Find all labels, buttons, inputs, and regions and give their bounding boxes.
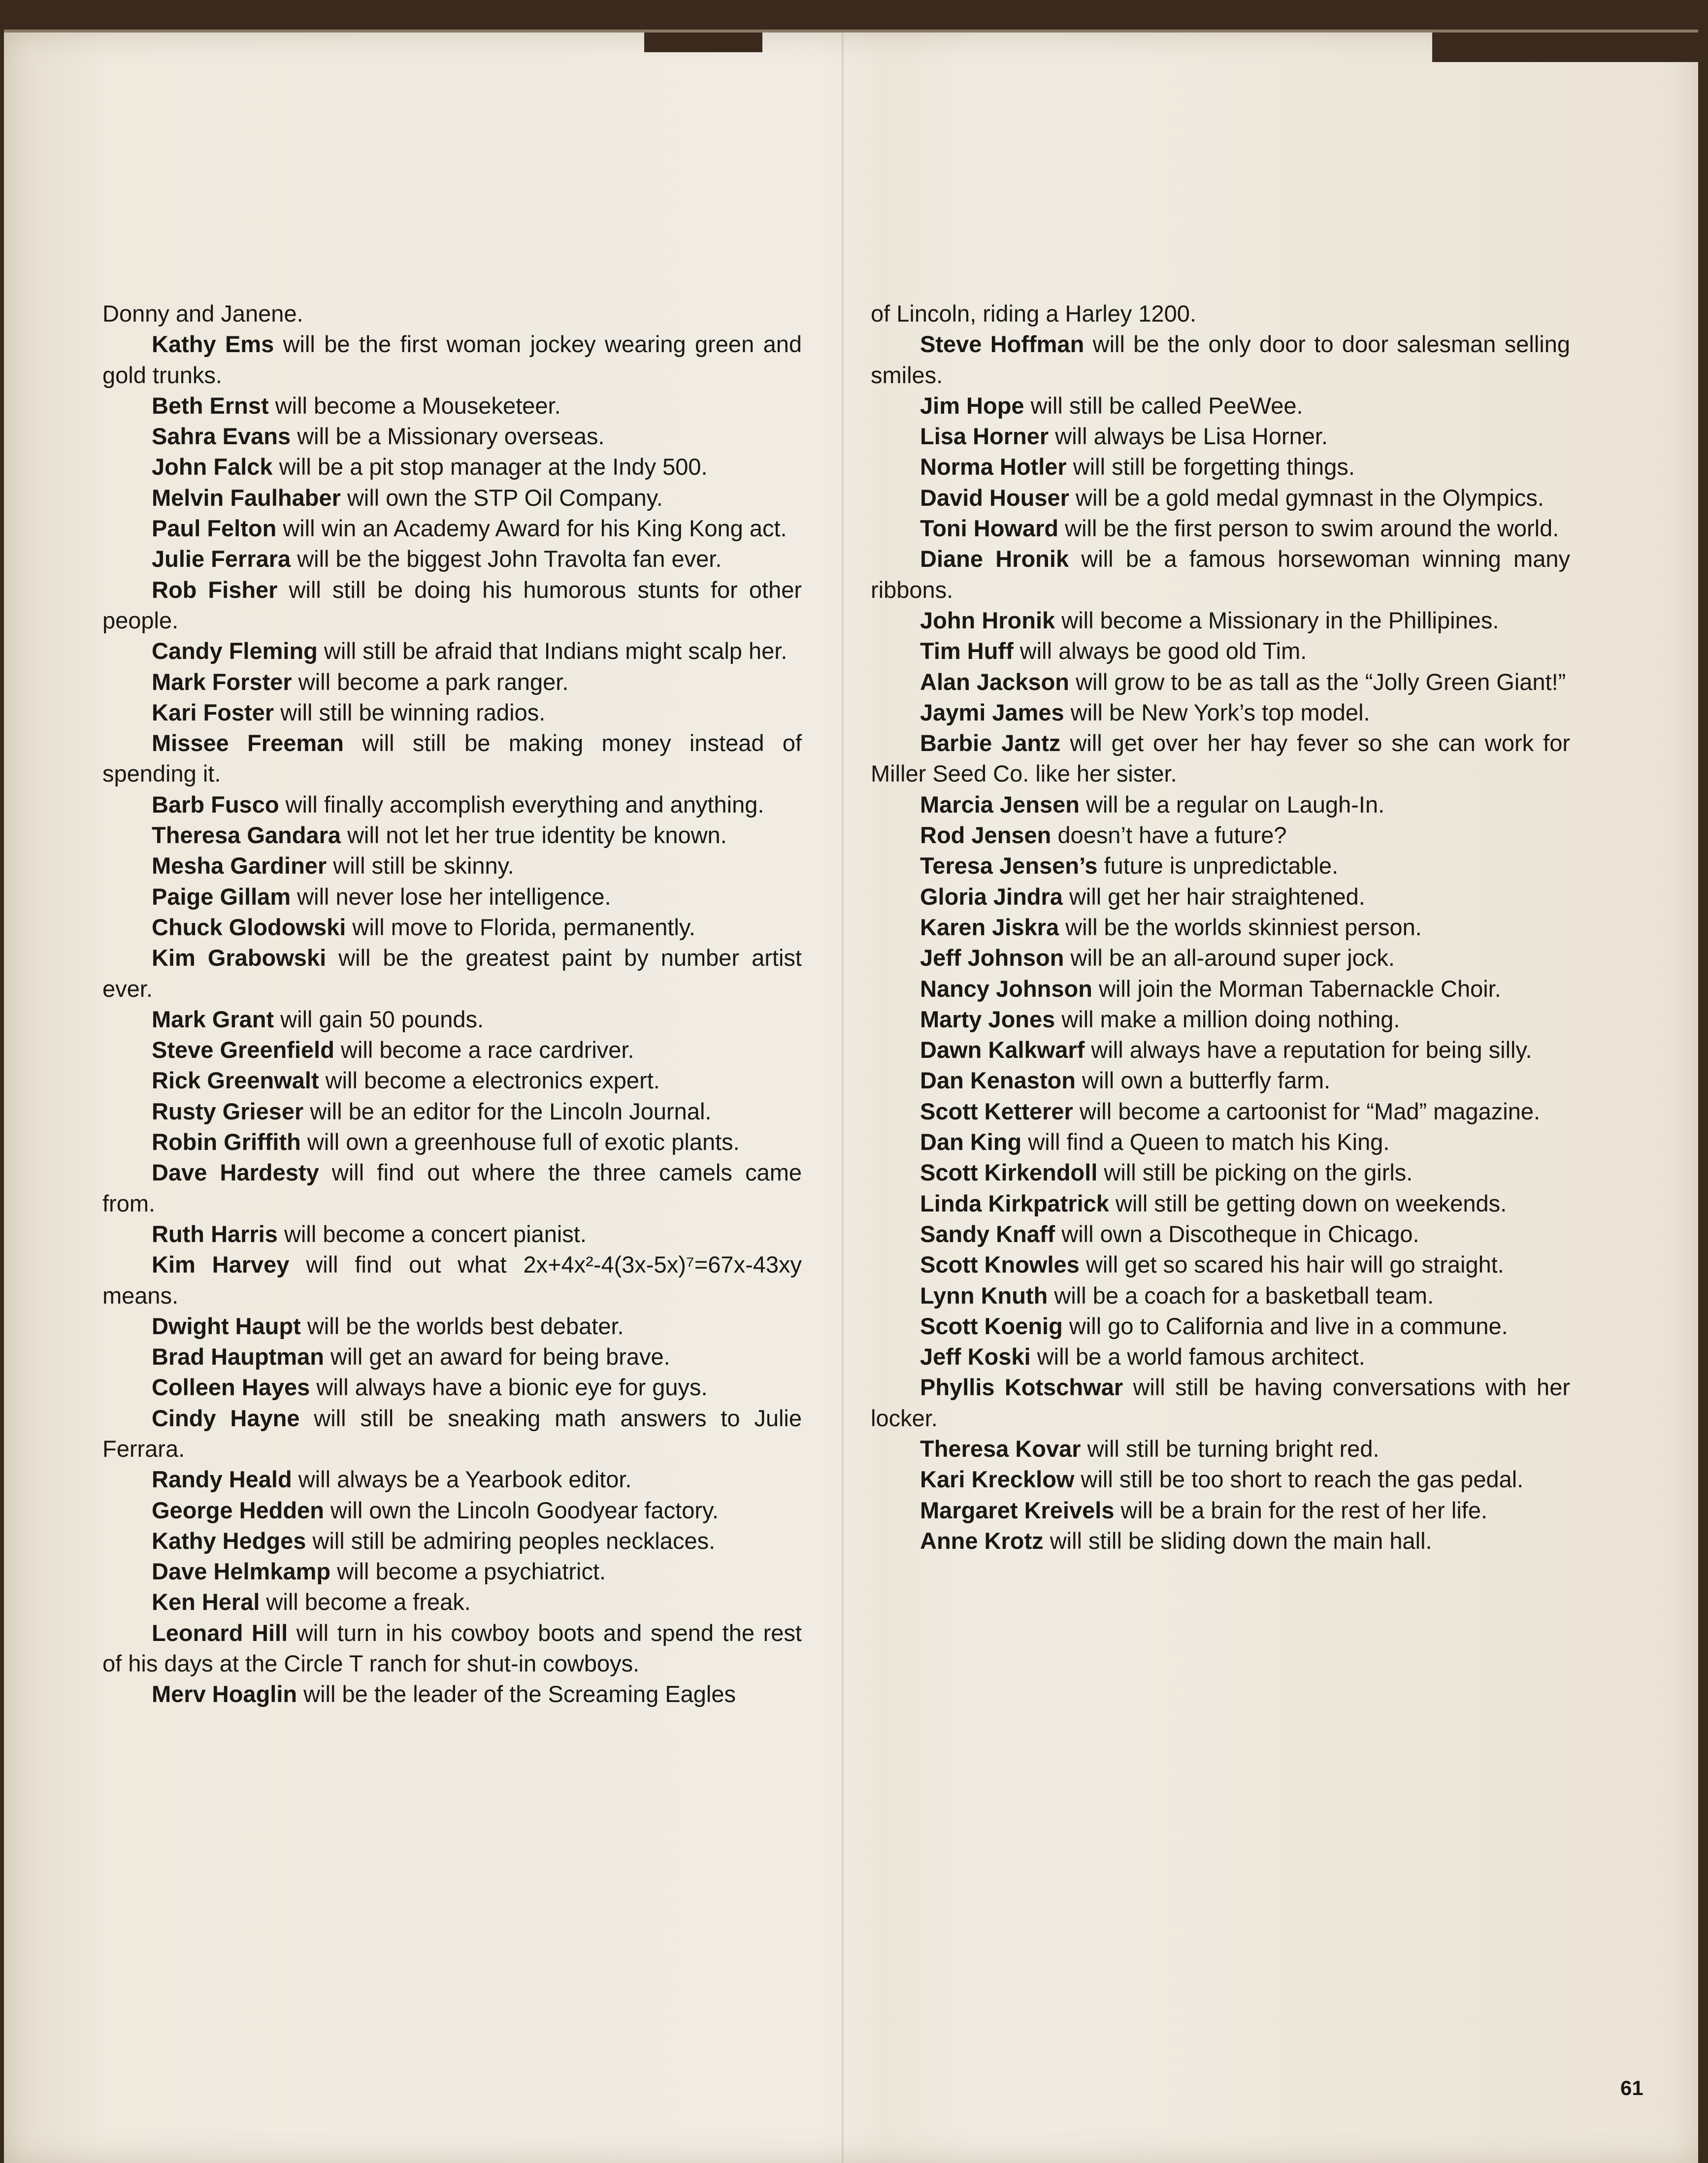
student-name: Lisa Horner [920,423,1049,450]
prediction-entry [871,1495,1570,1526]
prediction-entry [102,1035,802,1065]
student-name: Mark Grant [152,1006,274,1032]
prediction-text: will still be picking on the girls. [1097,1159,1413,1186]
student-name: Sahra Evans [152,423,291,450]
prediction-text: will go to California and live in a commune. [1062,1312,1508,1339]
prediction-text: will be an editor for the Lincoln Journal. [303,1098,712,1124]
prediction-entry [871,1464,1570,1495]
student-name: Rod Jensen [920,822,1051,849]
prediction-text: will not let her true identity be known. [341,822,727,849]
prediction-entry [102,1157,802,1219]
student-name: Norma Hotler [920,454,1067,480]
prediction-entry [102,728,802,789]
prediction-text: will find out where the three camels came from. [102,1159,802,1216]
student-name: Lynn Knuth [920,1282,1048,1309]
student-name: Jim Hope [920,392,1024,419]
prediction-text: will find out what 2x+4x²-4(3x-5x)⁷=67x-43xy means. [102,1251,802,1309]
student-name: Paige Gillam [152,883,291,910]
prediction-entry [102,452,802,482]
prediction-text: will finally accomplish everything and anything. [279,791,764,818]
prediction-text: will still be sliding down the main hall. [1043,1527,1432,1554]
student-name: Randy Heald [152,1466,292,1493]
prediction-entry [871,667,1570,697]
prediction-text: will get so scared his hair will go straight. [1079,1251,1504,1278]
student-name: Julie Ferrara [152,546,291,572]
student-name: Marty Jones [920,1006,1055,1032]
student-name: Teresa Jensen’s [920,852,1098,879]
prediction-entry [871,483,1570,513]
prediction-entry [102,575,802,636]
yearbook-page [4,30,1698,2163]
prediction-entry [102,329,802,391]
student-name: Phyllis Kotschwar [920,1374,1123,1401]
prediction-entry [102,1127,802,1157]
student-name: Leonard Hill [152,1619,288,1646]
prediction-entry [871,1096,1570,1127]
student-name: David Houser [920,484,1069,511]
student-name: Barb Fusco [152,791,279,818]
prediction-text: will still be getting down on weekends. [1109,1190,1507,1216]
prediction-entry [102,1372,802,1403]
prediction-text: will still be afraid that Indians might scalp her. [317,638,788,664]
student-name: Barbie Jantz [920,730,1061,756]
prediction-text: will become a freak. [260,1589,471,1615]
prediction-text: will still be called PeeWee. [1024,392,1303,419]
prediction-entry [102,1342,802,1372]
prediction-text: will own a butterfly farm. [1076,1067,1331,1094]
student-name: Margaret Kreivels [920,1497,1115,1523]
student-name: Dan King [920,1129,1022,1155]
prediction-entry [871,421,1570,452]
prediction-entry [871,912,1570,943]
prediction-entry [102,1311,802,1342]
prediction-entry [871,851,1570,881]
prediction-text: will always be Lisa Horner. [1049,423,1328,450]
prediction-text: will be an all-around super jock. [1064,945,1395,971]
student-name: Colleen Hayes [152,1374,310,1401]
student-name: Toni Howard [920,515,1059,542]
student-name: Rusty Grieser [152,1098,304,1124]
prediction-entry [871,1127,1570,1157]
prediction-entry [871,1311,1570,1342]
prediction-text: will be a Missionary overseas. [291,423,605,450]
prediction-entry [871,882,1570,912]
prediction-text: will always be good old Tim. [1013,638,1307,664]
student-name: Scott Koenig [920,1312,1063,1339]
prediction-text: will still be doing his humorous stunts for other people. [102,576,802,633]
page-fold [841,33,844,2163]
prediction-text: will always have a reputation for being silly. [1084,1037,1532,1063]
student-name: Steve Greenfield [152,1037,334,1063]
prediction-entry [102,1249,802,1311]
prediction-text: will own the Lincoln Goodyear factory. [324,1497,719,1523]
student-name: Marcia Jensen [920,791,1080,818]
student-name: Jaymi James [920,699,1064,725]
prediction-entry [871,513,1570,544]
prediction-text: will get her hair straightened. [1062,883,1365,910]
column-opening-text: Donny and Janene. [102,300,303,327]
student-name: Linda Kirkpatrick [920,1190,1109,1216]
prediction-text: doesn’t have a future? [1051,822,1287,849]
prediction-entry [871,329,1570,391]
prediction-text: will be a famous horsewoman winning many ribbons. [871,546,1570,603]
student-name: John Hronik [920,607,1055,633]
prediction-text: will own the STP Oil Company. [340,484,663,511]
prediction-text: will get over her hay fever so she can work for Miller Seed Co. like her sister. [871,730,1570,787]
prediction-text: will be the first woman jockey wearing green and gold trunks. [102,331,802,388]
prediction-text: will be a coach for a basketball team. [1048,1282,1434,1309]
student-name: Beth Ernst [152,392,269,419]
prediction-entry [102,1556,802,1587]
prediction-text: will be the first person to swim around the world. [1058,515,1559,542]
student-name: Dave Helmkamp [152,1558,331,1585]
prediction-entry [871,1188,1570,1219]
student-name: Chuck Glodowski [152,914,346,940]
prediction-text: will become a Missionary in the Phillipines. [1055,607,1499,633]
student-name: Sandy Knaff [920,1220,1055,1247]
prediction-text: will win an Academy Award for his King Kong act. [276,515,787,542]
prediction-entry [871,1004,1570,1035]
student-name: Kari Foster [152,699,274,725]
prediction-entry [871,1065,1570,1096]
torn-edge [644,33,762,52]
student-name: Jeff Koski [920,1344,1031,1370]
prediction-text: will find a Queen to match his King. [1021,1129,1390,1155]
prediction-text: will own a greenhouse full of exotic plants. [300,1129,740,1155]
prediction-entry [102,1219,802,1249]
prediction-text: will become a electronics expert. [319,1067,660,1094]
prediction-entry [102,912,802,943]
prediction-entry [871,1219,1570,1249]
left-column [102,298,802,1710]
prediction-entry [102,1526,802,1556]
prediction-text: will turn in his cowboy boots and spend the rest of his days at the Circle T ranch for shut-in cowboys. [102,1619,802,1677]
prediction-text: will be a regular on Laugh-In. [1079,791,1385,818]
prediction-entry [102,667,802,697]
student-name: Dawn Kalkwarf [920,1037,1085,1063]
student-name: Mark Forster [152,668,292,695]
prediction-text: will become a concert pianist. [277,1220,587,1247]
prediction-entry [871,636,1570,666]
prediction-entry [102,391,802,421]
prediction-entry [102,1495,802,1526]
student-name: Theresa Gandara [152,822,341,849]
prediction-text: will still be winning radios. [274,699,546,725]
prediction-text: will make a million doing nothing. [1055,1006,1400,1032]
prediction-text: will still be forgetting things. [1066,454,1355,480]
torn-edge [1432,33,1698,62]
student-name: Alan Jackson [920,668,1070,695]
prediction-text: will always have a bionic eye for guys. [310,1374,708,1401]
prediction-text: will still be skinny. [327,852,514,879]
prediction-text: will still be having conversations with her locker. [871,1374,1570,1431]
page-number: 61 [1620,2076,1643,2099]
prediction-text: will become a cartoonist for “Mad” magazine. [1073,1098,1541,1124]
prediction-entry [102,1096,802,1127]
prediction-entry [871,1035,1570,1065]
prediction-text: will be the greatest paint by number artist ever. [102,945,802,1002]
student-name: Kari Krecklow [920,1466,1075,1493]
student-name: Karen Jiskra [920,914,1059,940]
prediction-entry [871,1372,1570,1434]
student-name: Cindy Hayne [152,1405,300,1431]
prediction-entry [102,882,802,912]
prediction-text: will be the leader of the Screaming Eagles [297,1681,736,1707]
prediction-text: will be the only door to door salesman selling smiles. [871,331,1570,388]
prediction-entry [102,1587,802,1617]
prediction-entry [102,513,802,544]
prediction-entry [871,728,1570,789]
student-name: Brad Hauptman [152,1344,324,1370]
prediction-entry [102,943,802,1004]
prediction-entry [871,1157,1570,1188]
entries-list [871,329,1570,1556]
prediction-text: will be the worlds best debater. [300,1312,624,1339]
student-name: Dave Hardesty [152,1159,319,1186]
prediction-text: will still be admiring peoples necklaces. [306,1527,716,1554]
prediction-text: will still be turning bright red. [1081,1435,1380,1462]
student-name: Missee Freeman [152,730,344,756]
student-name: Gloria Jindra [920,883,1063,910]
prediction-text: will be the worlds skinniest person. [1059,914,1422,940]
prediction-entry [102,1403,802,1465]
student-name: Kim Harvey [152,1251,290,1278]
student-name: Ken Heral [152,1589,260,1615]
prediction-text: will join the Morman Tabernackle Choir. [1092,975,1501,1002]
prediction-entry [102,1618,802,1679]
prediction-text: will own a Discotheque in Chicago. [1055,1220,1419,1247]
prediction-entry [871,1342,1570,1372]
student-name: Nancy Johnson [920,975,1092,1002]
prediction-entry [871,1280,1570,1311]
prediction-entry [871,974,1570,1004]
prediction-text: will be a brain for the rest of her life. [1114,1497,1488,1523]
student-name: Candy Fleming [152,638,318,664]
prediction-entry [871,452,1570,482]
prediction-text: will never lose her intelligence. [291,883,611,910]
prediction-entry [102,1065,802,1096]
prediction-text: will still be sneaking math answers to Julie Ferrara. [102,1405,802,1462]
prediction-text: will always be a Yearbook editor. [292,1466,632,1493]
prediction-text: will be a pit stop manager at the Indy 500. [272,454,708,480]
prediction-entry [102,789,802,820]
prediction-entry [871,820,1570,851]
prediction-entry [871,605,1570,636]
prediction-entry [102,820,802,851]
entries-list [102,329,802,1709]
prediction-text: will be the biggest John Travolta fan ever. [291,546,722,572]
student-name: Kim Grabowski [152,945,327,971]
prediction-entry [102,1679,802,1709]
student-name: Merv Hoaglin [152,1681,297,1707]
prediction-text: future is unpredictable. [1097,852,1339,879]
prediction-entry [871,1526,1570,1556]
prediction-text: will still be making money instead of spending it. [102,730,802,787]
student-name: Dwight Haupt [152,1312,301,1339]
prediction-entry [102,1464,802,1495]
student-name: John Falck [152,454,273,480]
student-name: Jeff Johnson [920,945,1064,971]
student-name: Ruth Harris [152,1220,278,1247]
prediction-entry [102,851,802,881]
student-name: Kathy Ems [152,331,274,358]
prediction-entry [102,544,802,574]
student-name: Diane Hronik [920,546,1069,572]
student-name: Scott Ketterer [920,1098,1073,1124]
prediction-entry [102,1004,802,1035]
prediction-entry [102,483,802,513]
student-name: Paul Felton [152,515,277,542]
prediction-text: will be a world famous architect. [1030,1344,1365,1370]
column-opening-text: of Lincoln, riding a Harley 1200. [871,300,1197,327]
prediction-text: will become a park ranger. [292,668,569,695]
prediction-entry [102,697,802,728]
right-column [871,298,1570,1556]
prediction-text: will still be too short to reach the gas pedal. [1074,1466,1524,1493]
prediction-entry [871,943,1570,973]
prediction-text: will grow to be as tall as the “Jolly Green Giant!” [1069,668,1566,695]
student-name: Scott Knowles [920,1251,1080,1278]
student-name: Anne Krotz [920,1527,1044,1554]
student-name: George Hedden [152,1497,324,1523]
prediction-text: will be a gold medal gymnast in the Olympics. [1069,484,1544,511]
student-name: Scott Kirkendoll [920,1159,1098,1186]
prediction-entry [102,636,802,666]
prediction-text: will move to Florida, permanently. [346,914,695,940]
prediction-text: will be New York’s top model. [1064,699,1370,725]
prediction-text: will gain 50 pounds. [274,1006,484,1032]
student-name: Kathy Hedges [152,1527,306,1554]
prediction-text: will become a psychiatrict. [330,1558,606,1585]
student-name: Melvin Faulhaber [152,484,341,511]
student-name: Mesha Gardiner [152,852,327,879]
prediction-entry [871,789,1570,820]
prediction-entry [871,1434,1570,1464]
student-name: Steve Hoffman [920,331,1084,358]
student-name: Theresa Kovar [920,1435,1081,1462]
prediction-entry [871,697,1570,728]
prediction-text: will become a Mouseketeer. [268,392,561,419]
prediction-entry [871,544,1570,605]
prediction-text: will get an award for being brave. [324,1344,670,1370]
prediction-entry [871,391,1570,421]
student-name: Rick Greenwalt [152,1067,319,1094]
prediction-entry [871,1249,1570,1280]
prediction-text: will become a race cardriver. [334,1037,634,1063]
prediction-entry [102,421,802,452]
student-name: Rob Fisher [152,576,278,603]
student-name: Robin Griffith [152,1129,301,1155]
student-name: Dan Kenaston [920,1067,1076,1094]
student-name: Tim Huff [920,638,1014,664]
